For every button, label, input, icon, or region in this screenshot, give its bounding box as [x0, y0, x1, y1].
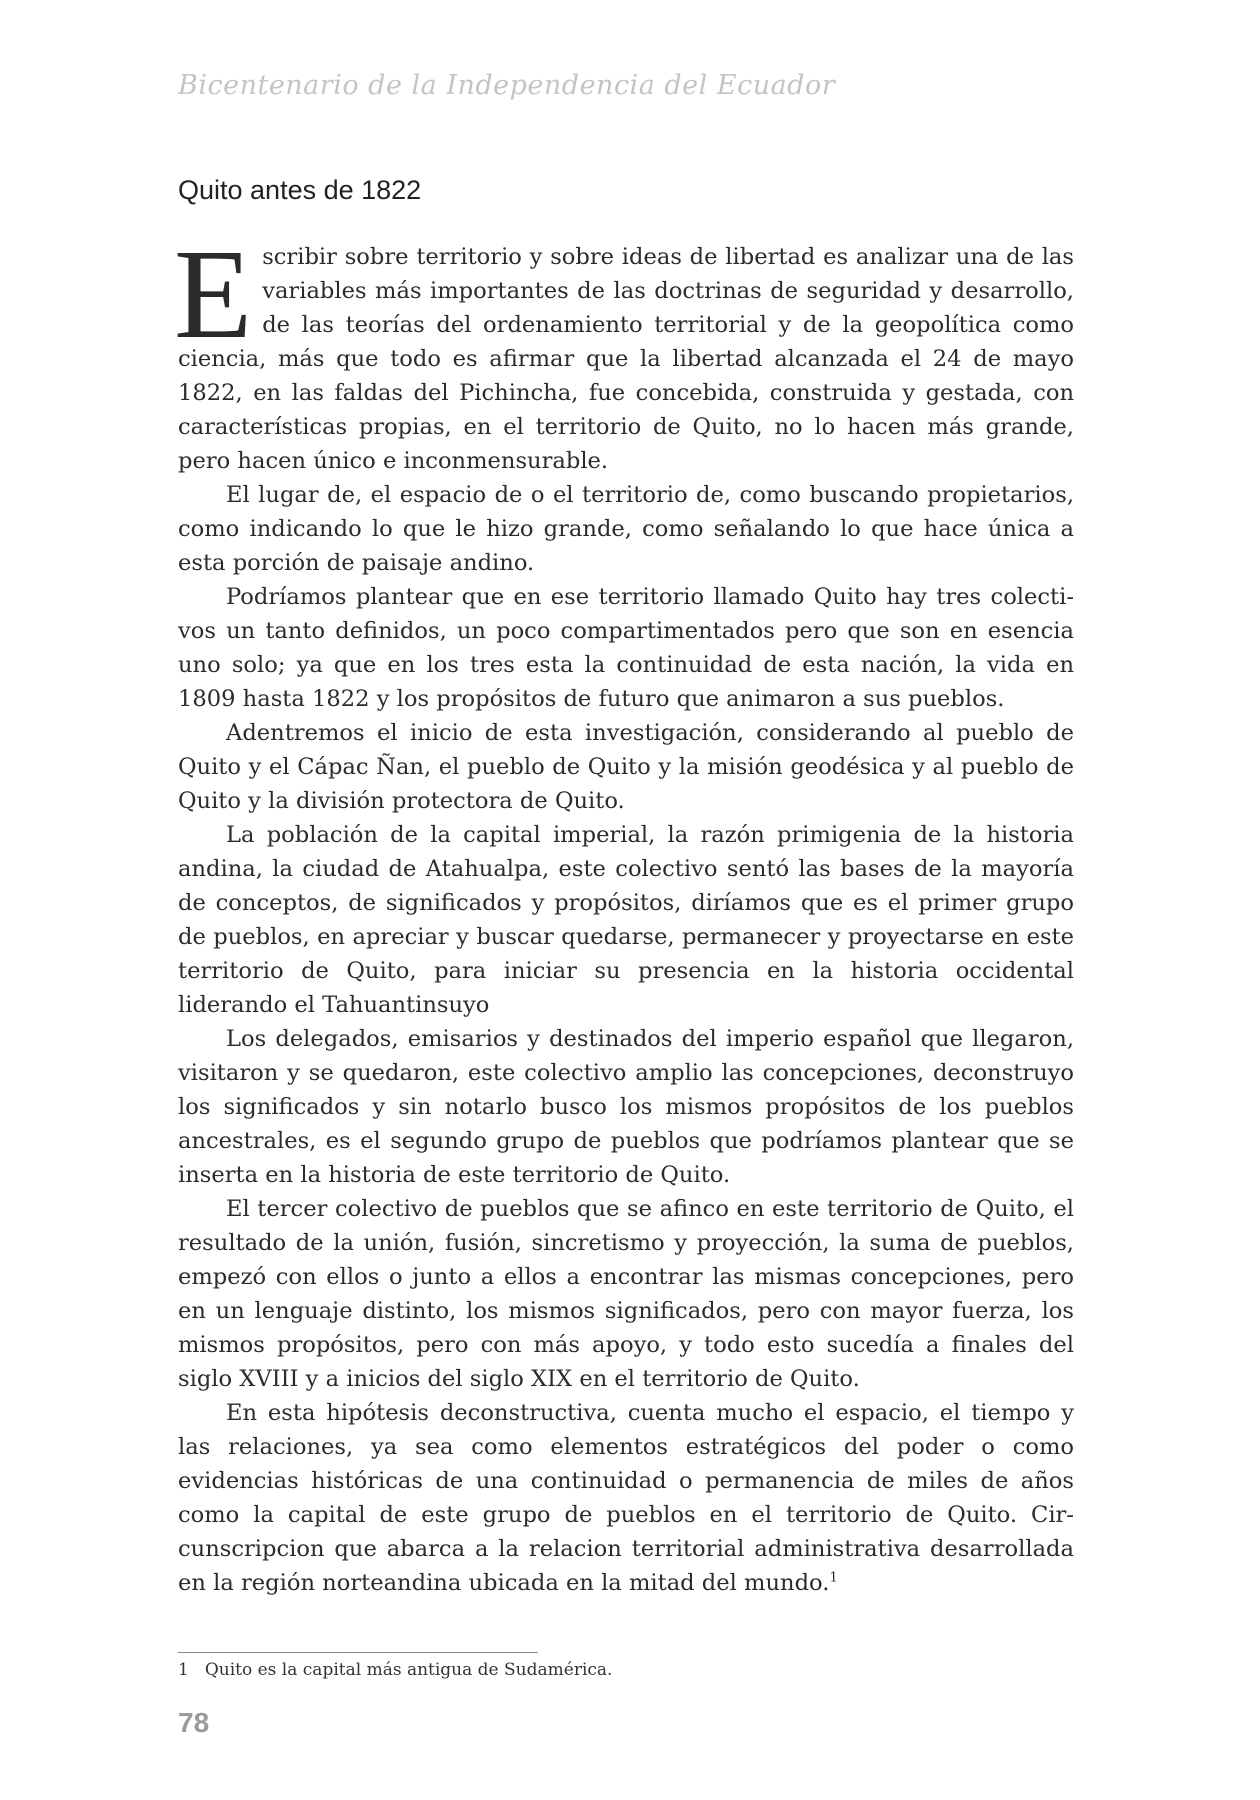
body-text: [174, 223, 1074, 1600]
page-number: 78: [178, 1707, 210, 1738]
paragraph-1-text: scribir sobre territorio y sobre ideas de libertad es analizar una de las variables más importantes de las doctrinas de seguridad y desarrollo, de las teorías del ordenamiento territorial y de la geopolítica como ciencia, más que todo es afirmar que la libertad alcanzada el 24 de mayo 1822, en las faldas del Pichincha, fue concebida, construida y gestada, con características propias, en el territorio de Quito, no lo hacen más grande, pero hacen único e inconmensurable.: [178, 244, 1074, 474]
section-title: Quito antes de 1822: [178, 175, 422, 205]
paragraph-8-text: En esta hipótesis deconstructiva, cuenta mucho el espacio, el tiempo y las relaciones, ya sea como elementos estratégicos del poder o como evidencias históricas de una continuidad o permanencia de miles de años como la capital de este grupo de pueblos en el territorio de Quito. Circunscripcion que abarca a la relacion territorial administrativa desarrollada en la región norteandina ubicada en la mitad del mundo.: [178, 1400, 1074, 1596]
footnote-text: Quito es la capital más antigua de Sudamérica.: [204, 1660, 613, 1680]
paragraph-5: La población de la capital imperial, la razón primigenia de la historia andina, la ciudad de Atahualpa, este colectivo sentó las bases de la mayoría de conceptos, de significados y propósitos, diríamos que es el primer grupo de pueblos, en apreciar y buscar quedarse, permanecer y proyectarse en este territorio de Quito, para iniciar su presencia en la historia occidental liderando el Tahuantinsuyo: [178, 822, 1074, 1018]
paragraph-3: Podríamos plantear que en ese territorio llamado Quito hay tres colectivos un tanto definidos, un poco compartimentados pero que son en esencia uno solo; ya que en los tres esta la continuidad de esta nación, la vida en 1809 hasta 1822 y los propósitos de futuro que animaron a sus pueblos.: [178, 584, 1074, 712]
running-header: Bicentenario de la Independencia del Ecuador: [178, 70, 836, 101]
paragraph-7: El tercer colectivo de pueblos que se afinco en este territorio de Quito, el resultado de la unión, fusión, sincretismo y proyección, la suma de pueblos, empezó con ellos o junto a ellos a encontrar las mismas concepciones, pero en un lenguaje distinto, los mismos significados, pero con mayor fuerza, los mismos propósitos, pero con más apoyo, y todo esto sucedía a finales del siglo XVIII y a inicios del siglo XIX en el territorio de Quito.: [178, 1196, 1074, 1392]
footnote-divider: [178, 1652, 538, 1653]
drop-cap: E: [174, 223, 253, 365]
paragraph-8: [178, 1396, 1074, 1600]
footnote: [178, 1660, 612, 1680]
footnote-ref[interactable]: 1: [829, 1570, 838, 1586]
paragraph-4: Adentremos el inicio de esta investigación, considerando al pueblo de Quito y el Cápac Ñan, el pueblo de Quito y la misión geodésica y al pueblo de Quito y la división protectora de Quito.: [178, 720, 1074, 814]
paragraph-1: [174, 223, 1074, 478]
paragraph-2: El lugar de, el espacio de o el territorio de, como buscando propietarios, como indicando lo que le hizo grande, como señalando lo que hace única a esta porción de paisaje andino.: [178, 482, 1074, 576]
paragraph-6: Los delegados, emisarios y destinados del imperio español que llegaron, visitaron y se quedaron, este colectivo amplio las concepciones, deconstruyo los significados y sin notarlo busco los mismos propósitos de los pueblos ancestrales, es el segundo grupo de pueblos que podríamos plantear que se inserta en la historia de este territorio de Quito.: [178, 1026, 1074, 1188]
footnote-number: 1: [178, 1660, 189, 1680]
